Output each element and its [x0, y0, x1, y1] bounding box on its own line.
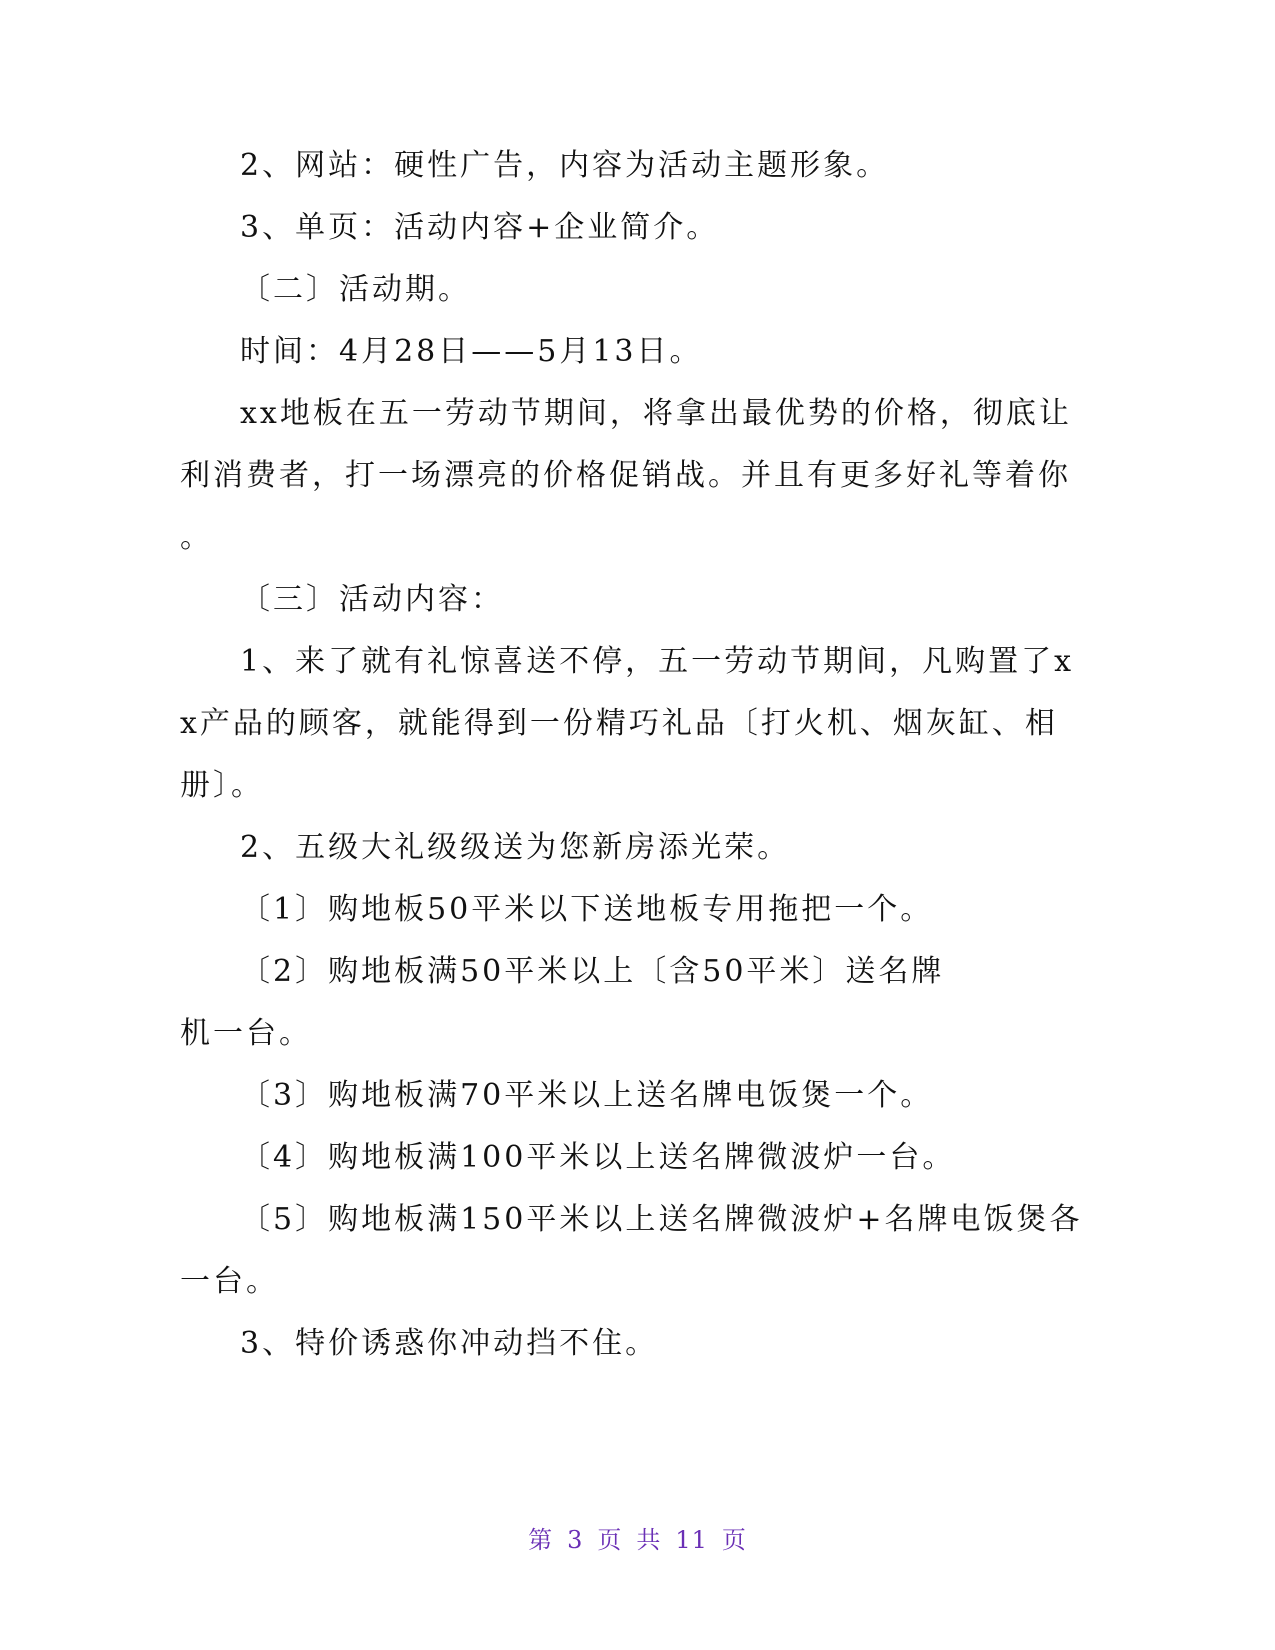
- paragraph-line: 3、单页：活动内容+企业简介。: [240, 210, 720, 245]
- paragraph-line: 2、网站：硬性广告，内容为活动主题形象。: [240, 148, 890, 183]
- section-heading: 〔三〕活动内容：: [240, 582, 504, 617]
- page-footer: [0, 1524, 1275, 1556]
- footer-page-number: 3: [567, 1526, 584, 1554]
- paragraph-line: 1、来了就有礼惊喜送不停，五一劳动节期间，凡购置了x: [240, 644, 1075, 679]
- paragraph-line: 利消费者，打一场漂亮的价格促销战。并且有更多好礼等着你: [180, 458, 1071, 493]
- footer-prefix: 第: [528, 1526, 554, 1554]
- paragraph-line: 。: [180, 520, 213, 555]
- list-item: 〔3〕购地板满70平米以上送名牌电饭煲一个。: [240, 1078, 934, 1113]
- paragraph-line: 册〕。: [180, 768, 264, 803]
- footer-suffix: 页: [721, 1526, 747, 1554]
- list-item: 机一台。: [180, 1016, 312, 1051]
- section-heading: 〔二〕活动期。: [240, 272, 471, 307]
- footer-page-word: 页: [597, 1526, 623, 1554]
- list-item: 〔4〕购地板满100平米以上送名牌微波炉一台。: [240, 1140, 956, 1175]
- list-item: 一台。: [180, 1264, 279, 1299]
- list-item: 〔5〕购地板满150平米以上送名牌微波炉+名牌电饭煲各: [240, 1202, 1083, 1237]
- list-item: 〔1〕购地板50平米以下送地板专用拖把一个。: [240, 892, 934, 927]
- paragraph-line: 3、特价诱惑你冲动挡不住。: [240, 1326, 659, 1361]
- paragraph-line: 时间：4月28日——5月13日。: [240, 334, 703, 369]
- paragraph-line: x产品的顾客，就能得到一份精巧礼品〔打火机、烟灰缸、相: [180, 706, 1058, 741]
- paragraph-line: xx地板在五一劳动节期间，将拿出最优势的价格，彻底让: [240, 396, 1072, 431]
- list-item: 〔2〕购地板满50平米以上〔含50平米〕送名牌: [240, 954, 945, 989]
- paragraph-line: 2、五级大礼级级送为您新房添光荣。: [240, 830, 791, 865]
- footer-total-pages: 11: [675, 1526, 708, 1554]
- footer-total-word: 共: [636, 1526, 662, 1554]
